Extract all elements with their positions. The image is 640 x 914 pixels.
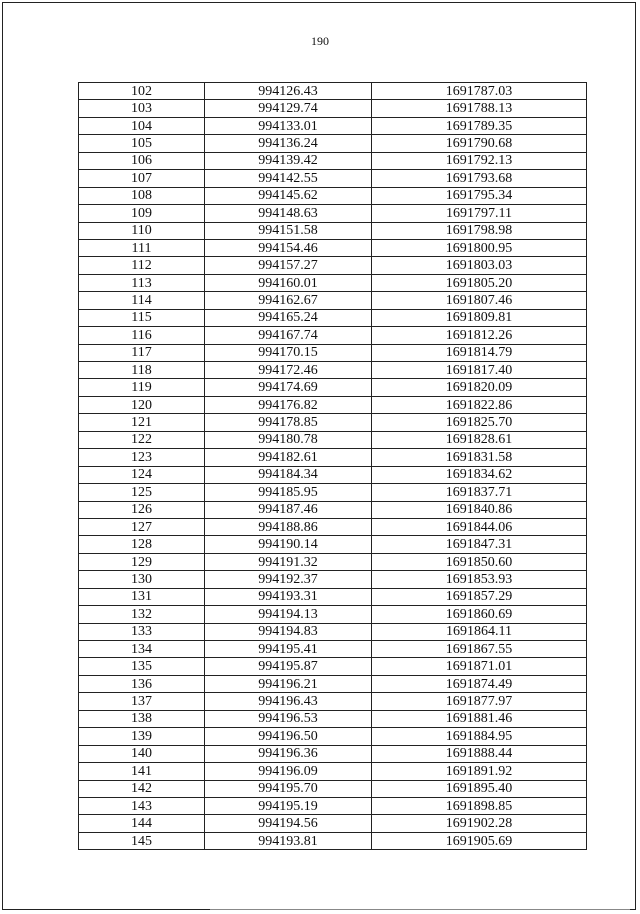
point-number-cell: 108 [79, 187, 205, 204]
y-coordinate-cell: 1691891.92 [372, 763, 587, 780]
table-row [79, 379, 587, 396]
table-row [79, 606, 587, 623]
y-coordinate-cell: 1691825.70 [372, 414, 587, 431]
y-coordinate-cell: 1691837.71 [372, 484, 587, 501]
point-number-cell: 125 [79, 484, 205, 501]
y-coordinate-cell: 1691805.20 [372, 274, 587, 291]
table-row [79, 431, 587, 448]
point-number-cell: 135 [79, 658, 205, 675]
point-number-cell: 140 [79, 745, 205, 762]
x-coordinate-cell: 994170.15 [205, 344, 372, 361]
table-row [79, 274, 587, 291]
point-number-cell: 106 [79, 152, 205, 169]
x-coordinate-cell: 994191.32 [205, 553, 372, 570]
y-coordinate-cell: 1691850.60 [372, 553, 587, 570]
x-coordinate-cell: 994151.58 [205, 222, 372, 239]
bottom-rule [210, 909, 630, 910]
x-coordinate-cell: 994196.43 [205, 693, 372, 710]
x-coordinate-cell: 994195.41 [205, 641, 372, 658]
table-row [79, 745, 587, 762]
table-row [79, 553, 587, 570]
point-number-cell: 113 [79, 274, 205, 291]
point-number-cell: 109 [79, 205, 205, 222]
table-row [79, 641, 587, 658]
table-row [79, 815, 587, 832]
table-row [79, 100, 587, 117]
point-number-cell: 122 [79, 431, 205, 448]
y-coordinate-cell: 1691787.03 [372, 83, 587, 100]
point-number-cell: 144 [79, 815, 205, 832]
point-number-cell: 130 [79, 571, 205, 588]
y-coordinate-cell: 1691847.31 [372, 536, 587, 553]
point-number-cell: 134 [79, 641, 205, 658]
table-row [79, 466, 587, 483]
point-number-cell: 104 [79, 117, 205, 134]
point-number-cell: 107 [79, 170, 205, 187]
y-coordinate-cell: 1691864.11 [372, 623, 587, 640]
table-row [79, 135, 587, 152]
point-number-cell: 117 [79, 344, 205, 361]
coordinate-table-body [79, 83, 587, 850]
table-row [79, 588, 587, 605]
point-number-cell: 114 [79, 292, 205, 309]
x-coordinate-cell: 994187.46 [205, 501, 372, 518]
point-number-cell: 121 [79, 414, 205, 431]
point-number-cell: 145 [79, 832, 205, 849]
table-row [79, 396, 587, 413]
x-coordinate-cell: 994154.46 [205, 239, 372, 256]
x-coordinate-cell: 994142.55 [205, 170, 372, 187]
y-coordinate-cell: 1691795.34 [372, 187, 587, 204]
point-number-cell: 136 [79, 675, 205, 692]
x-coordinate-cell: 994182.61 [205, 449, 372, 466]
y-coordinate-cell: 1691881.46 [372, 710, 587, 727]
point-number-cell: 142 [79, 780, 205, 797]
x-coordinate-cell: 994129.74 [205, 100, 372, 117]
point-number-cell: 112 [79, 257, 205, 274]
x-coordinate-cell: 994139.42 [205, 152, 372, 169]
y-coordinate-cell: 1691790.68 [372, 135, 587, 152]
table-row [79, 780, 587, 797]
y-coordinate-cell: 1691895.40 [372, 780, 587, 797]
y-coordinate-cell: 1691820.09 [372, 379, 587, 396]
table-row [79, 571, 587, 588]
table-row [79, 797, 587, 814]
y-coordinate-cell: 1691834.62 [372, 466, 587, 483]
page-number: 190 [311, 34, 329, 48]
x-coordinate-cell: 994194.56 [205, 815, 372, 832]
x-coordinate-cell: 994148.63 [205, 205, 372, 222]
x-coordinate-cell: 994133.01 [205, 117, 372, 134]
y-coordinate-cell: 1691877.97 [372, 693, 587, 710]
x-coordinate-cell: 994126.43 [205, 83, 372, 100]
y-coordinate-cell: 1691867.55 [372, 641, 587, 658]
table-row [79, 362, 587, 379]
point-number-cell: 143 [79, 797, 205, 814]
point-number-cell: 103 [79, 100, 205, 117]
x-coordinate-cell: 994195.87 [205, 658, 372, 675]
coordinate-table [78, 82, 587, 850]
point-number-cell: 105 [79, 135, 205, 152]
table-row [79, 675, 587, 692]
x-coordinate-cell: 994193.81 [205, 832, 372, 849]
y-coordinate-cell: 1691817.40 [372, 362, 587, 379]
table-row [79, 449, 587, 466]
table-row [79, 327, 587, 344]
x-coordinate-cell: 994196.36 [205, 745, 372, 762]
y-coordinate-cell: 1691871.01 [372, 658, 587, 675]
y-coordinate-cell: 1691809.81 [372, 309, 587, 326]
x-coordinate-cell: 994188.86 [205, 518, 372, 535]
table-row [79, 257, 587, 274]
y-coordinate-cell: 1691902.28 [372, 815, 587, 832]
y-coordinate-cell: 1691840.86 [372, 501, 587, 518]
point-number-cell: 133 [79, 623, 205, 640]
x-coordinate-cell: 994167.74 [205, 327, 372, 344]
y-coordinate-cell: 1691812.26 [372, 327, 587, 344]
x-coordinate-cell: 994194.13 [205, 606, 372, 623]
point-number-cell: 120 [79, 396, 205, 413]
table-row [79, 658, 587, 675]
x-coordinate-cell: 994190.14 [205, 536, 372, 553]
y-coordinate-cell: 1691822.86 [372, 396, 587, 413]
point-number-cell: 123 [79, 449, 205, 466]
y-coordinate-cell: 1691797.11 [372, 205, 587, 222]
x-coordinate-cell: 994157.27 [205, 257, 372, 274]
point-number-cell: 129 [79, 553, 205, 570]
x-coordinate-cell: 994196.21 [205, 675, 372, 692]
table-row [79, 187, 587, 204]
y-coordinate-cell: 1691807.46 [372, 292, 587, 309]
y-coordinate-cell: 1691857.29 [372, 588, 587, 605]
y-coordinate-cell: 1691888.44 [372, 745, 587, 762]
point-number-cell: 115 [79, 309, 205, 326]
y-coordinate-cell: 1691792.13 [372, 152, 587, 169]
x-coordinate-cell: 994162.67 [205, 292, 372, 309]
x-coordinate-cell: 994196.50 [205, 728, 372, 745]
point-number-cell: 102 [79, 83, 205, 100]
table-row [79, 83, 587, 100]
table-row [79, 832, 587, 849]
x-coordinate-cell: 994174.69 [205, 379, 372, 396]
table-row [79, 222, 587, 239]
point-number-cell: 137 [79, 693, 205, 710]
table-row [79, 763, 587, 780]
point-number-cell: 111 [79, 239, 205, 256]
x-coordinate-cell: 994178.85 [205, 414, 372, 431]
point-number-cell: 110 [79, 222, 205, 239]
point-number-cell: 126 [79, 501, 205, 518]
point-number-cell: 132 [79, 606, 205, 623]
table-row [79, 309, 587, 326]
y-coordinate-cell: 1691844.06 [372, 518, 587, 535]
y-coordinate-cell: 1691793.68 [372, 170, 587, 187]
point-number-cell: 139 [79, 728, 205, 745]
table-row [79, 239, 587, 256]
y-coordinate-cell: 1691874.49 [372, 675, 587, 692]
x-coordinate-cell: 994195.19 [205, 797, 372, 814]
table-row [79, 623, 587, 640]
y-coordinate-cell: 1691798.98 [372, 222, 587, 239]
y-coordinate-cell: 1691788.13 [372, 100, 587, 117]
table-row [79, 518, 587, 535]
y-coordinate-cell: 1691898.85 [372, 797, 587, 814]
table-row [79, 170, 587, 187]
x-coordinate-cell: 994196.09 [205, 763, 372, 780]
x-coordinate-cell: 994160.01 [205, 274, 372, 291]
point-number-cell: 124 [79, 466, 205, 483]
table-row [79, 292, 587, 309]
point-number-cell: 138 [79, 710, 205, 727]
y-coordinate-cell: 1691860.69 [372, 606, 587, 623]
table-row [79, 117, 587, 134]
y-coordinate-cell: 1691853.93 [372, 571, 587, 588]
x-coordinate-cell: 994136.24 [205, 135, 372, 152]
y-coordinate-cell: 1691831.58 [372, 449, 587, 466]
y-coordinate-cell: 1691789.35 [372, 117, 587, 134]
point-number-cell: 119 [79, 379, 205, 396]
table-row [79, 693, 587, 710]
table-row [79, 501, 587, 518]
y-coordinate-cell: 1691905.69 [372, 832, 587, 849]
y-coordinate-cell: 1691828.61 [372, 431, 587, 448]
point-number-cell: 118 [79, 362, 205, 379]
x-coordinate-cell: 994180.78 [205, 431, 372, 448]
table-row [79, 728, 587, 745]
point-number-cell: 131 [79, 588, 205, 605]
table-row [79, 344, 587, 361]
table-row [79, 710, 587, 727]
x-coordinate-cell: 994172.46 [205, 362, 372, 379]
point-number-cell: 128 [79, 536, 205, 553]
x-coordinate-cell: 994195.70 [205, 780, 372, 797]
y-coordinate-cell: 1691800.95 [372, 239, 587, 256]
x-coordinate-cell: 994193.31 [205, 588, 372, 605]
point-number-cell: 127 [79, 518, 205, 535]
x-coordinate-cell: 994176.82 [205, 396, 372, 413]
table-row [79, 536, 587, 553]
x-coordinate-cell: 994192.37 [205, 571, 372, 588]
y-coordinate-cell: 1691884.95 [372, 728, 587, 745]
x-coordinate-cell: 994145.62 [205, 187, 372, 204]
table-row [79, 414, 587, 431]
y-coordinate-cell: 1691814.79 [372, 344, 587, 361]
x-coordinate-cell: 994194.83 [205, 623, 372, 640]
coordinate-table-container [78, 82, 586, 850]
x-coordinate-cell: 994196.53 [205, 710, 372, 727]
x-coordinate-cell: 994165.24 [205, 309, 372, 326]
x-coordinate-cell: 994185.95 [205, 484, 372, 501]
point-number-cell: 141 [79, 763, 205, 780]
point-number-cell: 116 [79, 327, 205, 344]
table-row [79, 152, 587, 169]
y-coordinate-cell: 1691803.03 [372, 257, 587, 274]
table-row [79, 484, 587, 501]
table-row [79, 205, 587, 222]
x-coordinate-cell: 994184.34 [205, 466, 372, 483]
